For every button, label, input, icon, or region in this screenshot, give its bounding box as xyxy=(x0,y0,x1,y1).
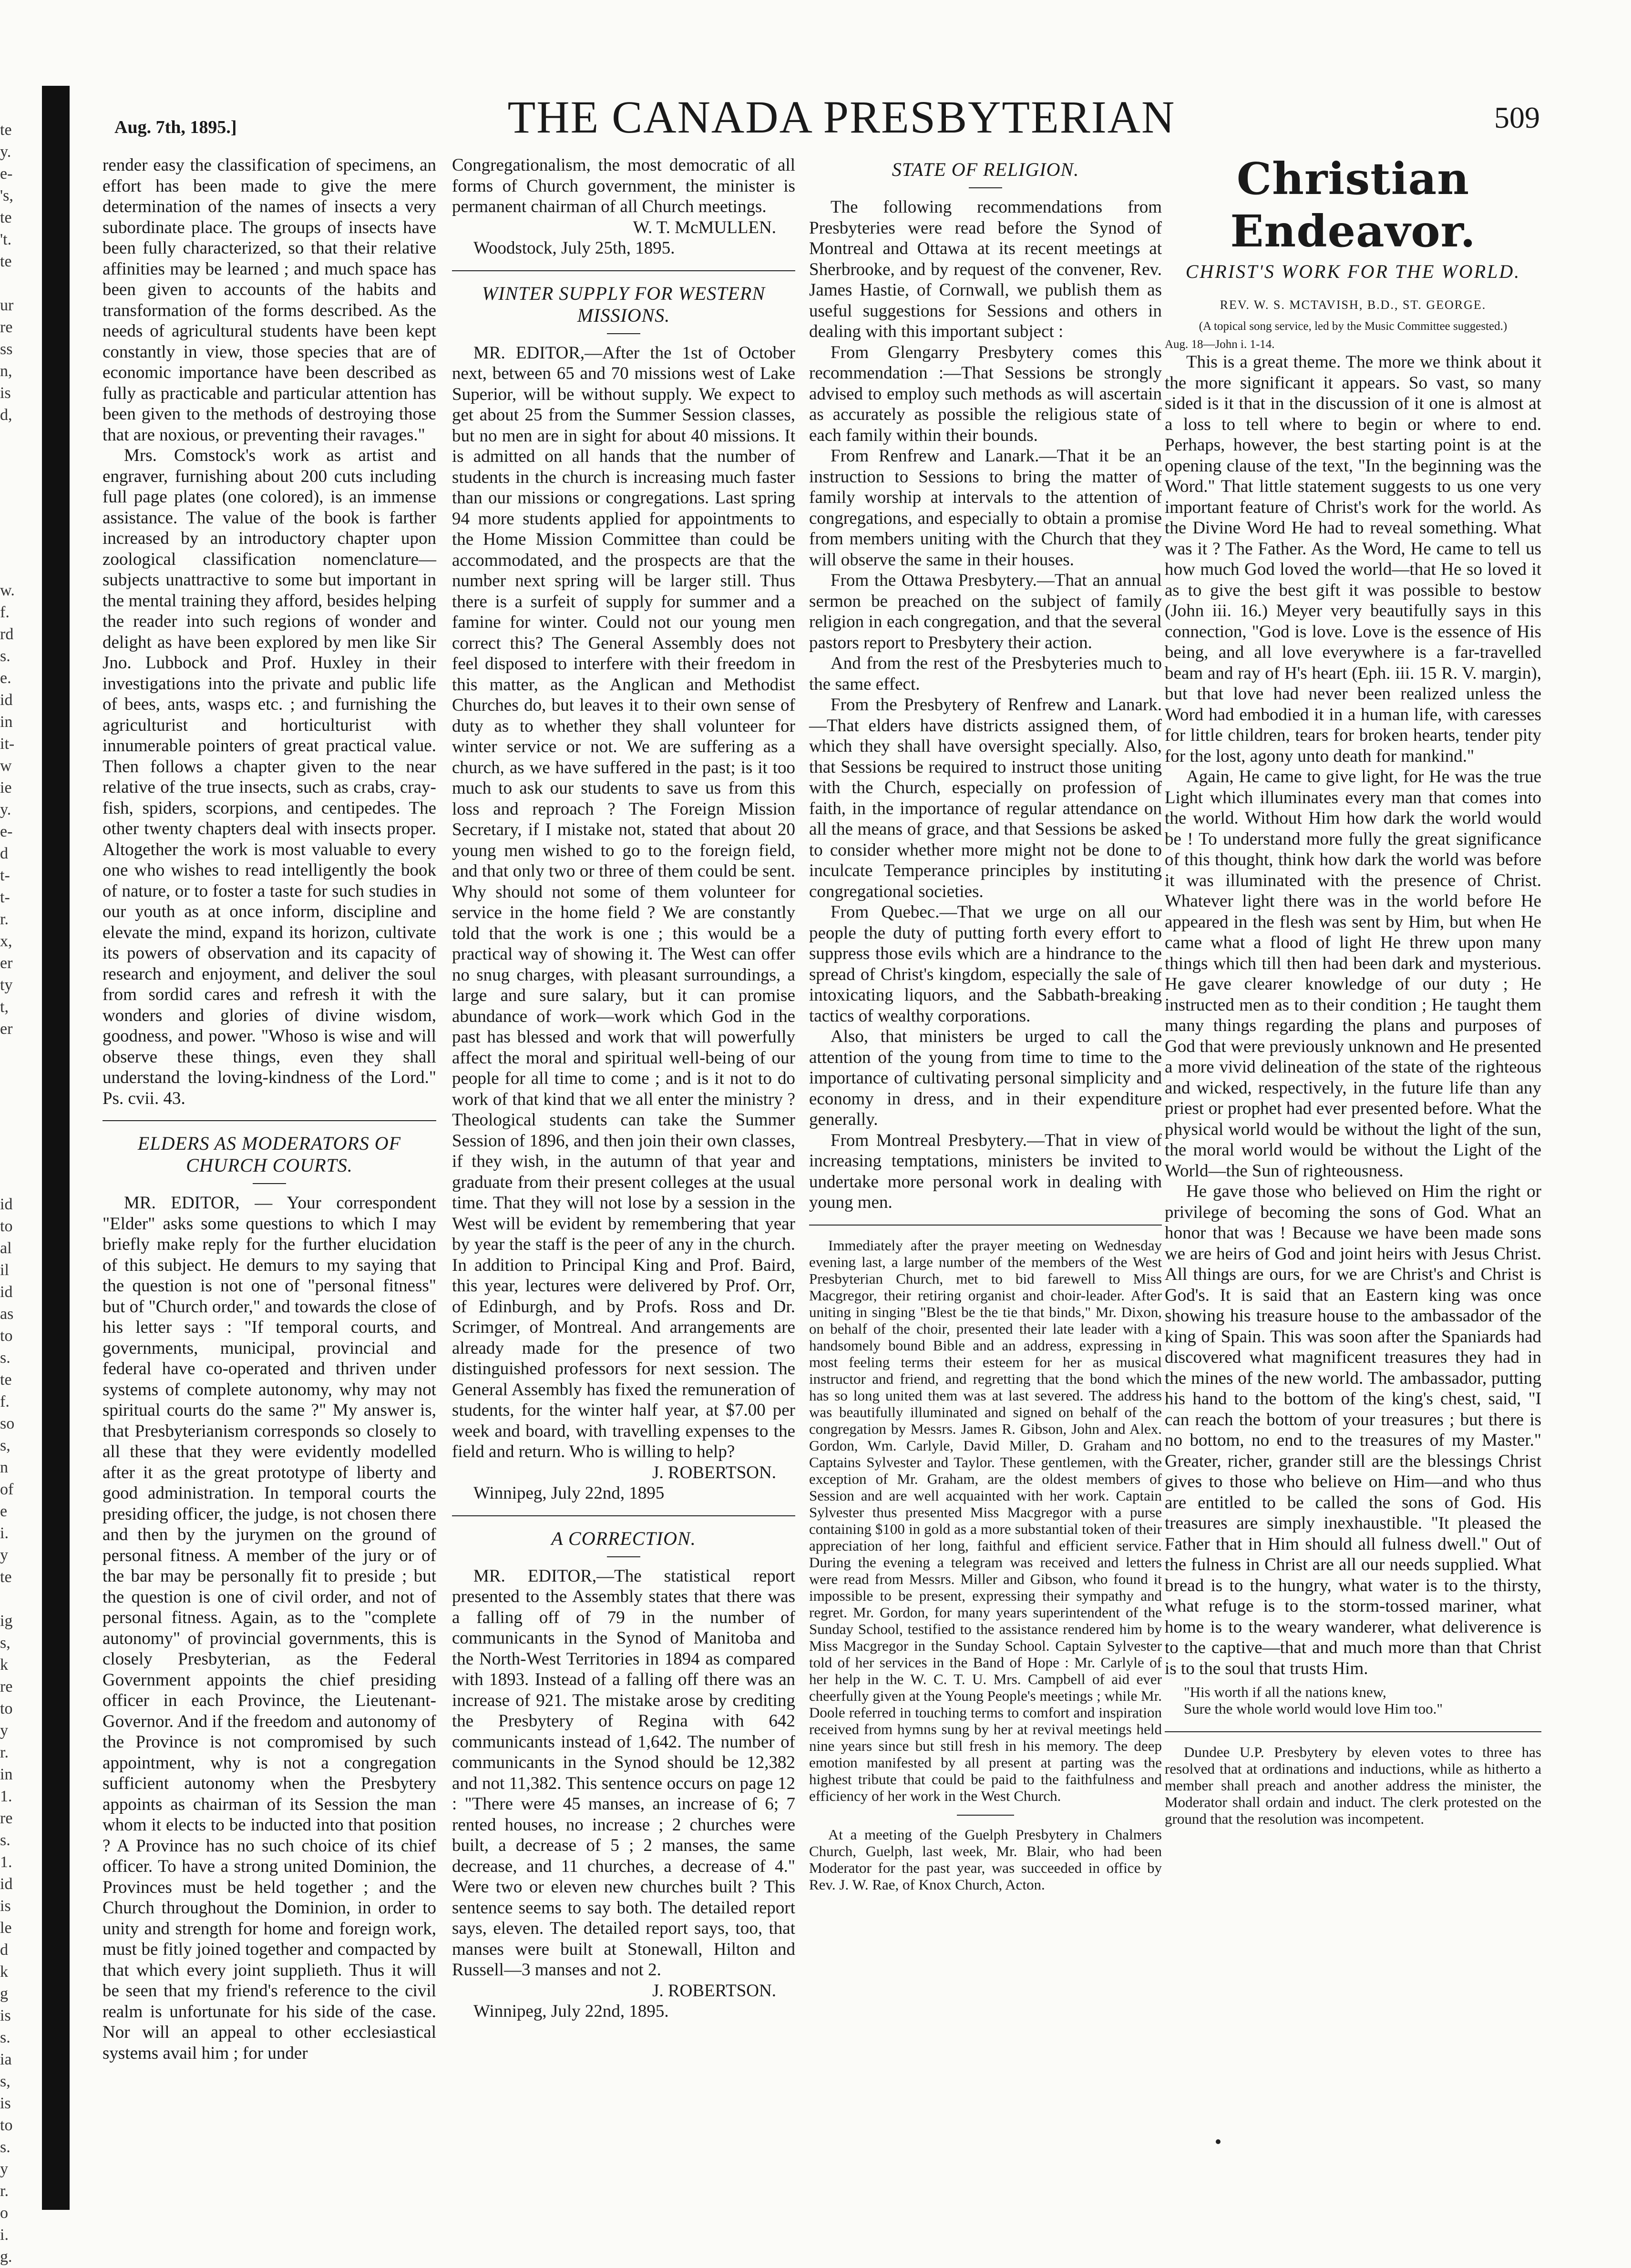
gutter-fragment: 1. xyxy=(0,1853,12,1871)
gutter-fragment: 1. xyxy=(0,1788,12,1805)
article-paragraph: From Glengarry Presbytery comes this recommendation :—That Sessions be strongly advised to employ such methods as will ascertain as accurately as possible the religious state of each family within their bounds. xyxy=(809,342,1162,445)
section-title-christian-endeavor: Christian Endeavor. xyxy=(1230,153,1476,257)
gutter-fragment: er xyxy=(0,954,13,972)
gutter-fragment: ur xyxy=(0,296,14,314)
gutter-fragment xyxy=(0,448,36,470)
gutter-fragment: of xyxy=(0,1481,14,1498)
article-title-correction: A CORRECTION. xyxy=(551,1527,696,1549)
gutter-fragment: s, xyxy=(0,1634,10,1652)
gutter-fragment: te xyxy=(0,1371,12,1389)
gutter-fragment: is xyxy=(0,2007,11,2024)
gutter-fragment: ig xyxy=(0,1612,13,1630)
section-divider xyxy=(452,1515,795,1516)
gutter-fragment xyxy=(0,1128,36,1150)
gutter-fragment: ss xyxy=(0,340,13,358)
gutter-fragment: rd xyxy=(0,625,14,643)
section-divider xyxy=(452,270,795,271)
service-note: (A topical song service, led by the Music Committee suggested.) xyxy=(1199,320,1508,333)
gutter-fragment: is xyxy=(0,2094,11,2112)
gutter-fragment: g. xyxy=(0,2248,12,2266)
gutter-fragment: r. xyxy=(0,2182,9,2200)
title-rule xyxy=(607,1556,640,1557)
gutter-fragment: te xyxy=(0,209,12,226)
gutter-fragment: te xyxy=(0,1568,12,1586)
gutter-fragment: k xyxy=(0,1656,8,1674)
gutter-fragment: in xyxy=(0,713,13,731)
gutter-fragment: s. xyxy=(0,1831,10,1849)
letter-signature: W. T. McMULLEN. xyxy=(633,217,776,237)
gutter-fragment: e- xyxy=(0,165,13,183)
gutter-fragment: le xyxy=(0,1919,12,1937)
gutter-fragment: y xyxy=(0,1546,8,1564)
article-paragraph: And from the rest of the Presbyteries much to the same effect. xyxy=(809,654,1162,694)
letter-dateline: Winnipeg, July 22nd, 1895. xyxy=(473,2002,669,2021)
article-paragraph: From the Ottawa Presbytery.—That an annual sermon be preached on the subject of family religion in each congregation, and that the several pastors report to Presbytery their action. xyxy=(809,571,1162,653)
column-4 xyxy=(1165,155,1541,1827)
gutter-fragment: to xyxy=(0,1700,13,1717)
gutter-fragment: f. xyxy=(0,603,10,621)
gutter-fragment: s, xyxy=(0,1437,10,1454)
gutter-fragment: n, xyxy=(0,362,12,380)
article-paragraph: MR. EDITOR,—After the 1st of October next, between 65 and 70 missions west of Lake Superior, will be without supply. We expect to get about 25 from the Summer Session classes, but no men are in sight for about 40 missions. It is admitted on all hands that the number of students in the church is increasing much faster than our missions or congregations. Last spring 94 more students applied for appointments to the Home Mission Committee than could be accommodated, and the prospects are that the number next spring will be larger still. Thus there is a surfeit of supply for summer and a famine for winter. Could not our young men correct this? The General Assembly does not feel disposed to interfere with their freedom in this matter, as the Anglican and Methodist Churches do, but leaves it to their own sense of duty as to whether they shall volunteer for winter service or not. We are suffering as a church, as we have suffered in the past; is it too much to ask our students to save us from this loss and reproach ? The Foreign Mission Secretary, if I mistake not, stated that about 20 young men wished to go to the foreign field, and that only two or three of them could be sent. Why should not some of them volunteer for service in the home field ? We are constantly told that the work is one ; this would be a practical way of showing it. The West can offer no snug charges, with pleasant surroundings, a large and sure salary, but it can promise abundance of work—work which God in the past has blessed and work that will powerfully affect the moral and spiritual well-being of our people for all time to come ; and is it not to do work of that kind that we all enter the ministry ? Theological students can take the Summer Session of 1896, and then join their own classes, if they wish, in the autumn of that year and graduate from their present colleges at the usual time. That they will not lose by a session in the West will be evident by remembering that year by year the staff is the peer of any in the church. In addition to Principal King and Prof. Baird, this year, lectures were delivered by Prof. Orr, of Edinburgh, and by Profs. Ross and Dr. Scrimger, of Montreal. And arrangements are already made for the presence of two distinguished professors for next session. The General Assembly has fixed the remuneration of students, for the winter half year, at $7.00 per week and board, with travelling expenses to the field and return. Who is willing to help? xyxy=(452,343,795,1461)
gutter-fragment: ie xyxy=(0,779,12,797)
verse-line: "His worth if all the nations knew, xyxy=(1184,1684,1386,1700)
article-title-state-of-religion: STATE OF RELIGION. xyxy=(892,159,1079,180)
gutter-fragment xyxy=(0,1150,36,1172)
gutter-fragment: y. xyxy=(0,801,11,818)
gutter-fragment: e. xyxy=(0,669,11,687)
letter-dateline: Woodstock, July 25th, 1895. xyxy=(473,238,675,258)
gutter-fragment: d xyxy=(0,1941,8,1959)
review-continued-paragraph: render easy the classification of specimens, an effort has been made to give the mere determination of the names of insects a very subordinate place. The groups of insects have been fully characterized, so that their relative affinities may be learned ; and much space has been given to accounts of the habits and transformation of the forms described. As the needs of agricultural students have been kept constantly in view, those species that are of economic importance have been described as fully as practicable and particular attention has been given to the methods of destroying those that are noxious, or preventing their ravages." xyxy=(103,155,436,445)
notice-guelph: At a meeting of the Guelph Presbytery in Chalmers Church, Guelph, last week, Mr. Blair, who had been Moderator for the past year, was succeeded in office by Rev. J. W. Rae, of Knox Church, Acton. xyxy=(809,1826,1162,1893)
gutter-fragment xyxy=(0,1040,36,1062)
gutter-fragment: s. xyxy=(0,2138,10,2156)
article-paragraph: Again, He came to give light, for He was the true Light which illuminates every man that comes into the world. Without Him how dark the world would be ! To understand more fully the great significance of this thought, think how dark the world was before it was illuminated with the presence of Christ. Whatever light there was in the world before He appeared in the flesh was sent by Him, but when He came what a flood of light He threw upon many things which till then had been dark and mysterious. He gave clearer knowledge of our duty ; He instructed men as to their condition ; He taught them many things regarding the plans and purposes of God that were previously unknown and He presented a more vivid delineation of the state of the righteous and wicked, respectively, in the future life than any priest or prophet had ever presented before. What the physical world would be without the light of the sun, the moral world would be without the Light of the World—the Sun of righteousness. xyxy=(1165,767,1541,1181)
gutter-fragment: ia xyxy=(0,2051,12,2068)
section-divider xyxy=(809,1225,1162,1226)
gutter-fragment: e xyxy=(0,1502,8,1520)
gutter-fragment xyxy=(0,1062,36,1084)
gutter-fragment: 's, xyxy=(0,187,13,204)
gutter-fragment: al xyxy=(0,1239,12,1257)
gutter-fragment: ty xyxy=(0,976,13,994)
gutter-fragment: s, xyxy=(0,2073,10,2090)
letter-signature: J. ROBERTSON. xyxy=(652,1981,776,2001)
gutter-fragment xyxy=(0,1172,36,1194)
article-paragraph: MR. EDITOR, — Your correspondent "Elder" asks some questions to which I may briefly make reply for the further elucidation of this subject. He demurs to my saying that the question is not one of "personal fitness" but of "Church order," and towards the close of his letter says : "If temporal courts, and governments, municipal, provincial and federal have co-operated and thriven under systems of complete autonomy, why may not spiritual courts do the same ?" My answer is, that Presbyterianism corresponds so closely to all these that they were evidently modelled after it as the great prototype of liberty and good administration. In temporal courts the presiding officer, the judge, is not chosen there and then by the jurymen on the ground of personal fitness. A member of the jury or of the bar may be personally fit to preside ; but the question is one of civil order, and not of personal fitness. Again, as to the "complete autonomy" of provincial governments, this is closely Presbyterian, as the Federal Government appoints the chief presiding officer in each Province, the Lieutenant-Governor. And if the freedom and autonomy of the Province is not compromised by such appointment, why is not a congregation sufficient autonomy when the Presbytery appoints as chairman of its Session the man whom it elects to be inducted into that position ? A Province has no such choice of its chief officer. To have a strong united Dominion, the Provinces must be held together ; and the Church throughout the Dominion, in order to unity and strength for home and foreign work, must be fitly joined together and compacted by that which every joint supplieth. Thus it will be seen that my friend's reference to the civil realm is unfortunate for his side of the case. Nor will an appeal to other ecclesiastical systems avail him ; for under xyxy=(103,1193,436,2063)
author-byline: REV. W. S. MCTAVISH, B.D., ST. GEORGE. xyxy=(1220,298,1487,312)
verse-line: Sure the whole world would love Him too." xyxy=(1184,1700,1443,1717)
gutter-fragment: d, xyxy=(0,406,12,424)
gutter-fragment xyxy=(0,273,36,295)
article-paragraph: From the Presbytery of Renfrew and Lanark.—That elders have districts assigned them, of which they shall have oversight specially. Also, that Sessions be required to instruct those uniting with the Church, especially on profession of faith, in the importance of regular attendance on all the means of grace, and that Sessions be asked to consider whether more might not be done to inculcate Temperance principles by instituting congregational societies. xyxy=(809,695,1162,901)
gutter-fragment: r. xyxy=(0,1744,9,1761)
title-rule xyxy=(607,333,640,334)
gutter-fragment: y. xyxy=(0,143,11,161)
notice-dundee: Dundee U.P. Presbytery by eleven votes to three has resolved that at ordinations and inductions, while as hitherto a member shall preach and another address the minister, the Moderator shall ordain and induct. The clerk protested on the ground that the resolution was incompetent. xyxy=(1165,1744,1541,1827)
section-divider xyxy=(1165,1731,1541,1732)
section-divider xyxy=(103,1120,436,1121)
article-paragraph: MR. EDITOR,—The statistical report presented to the Assembly states that there was a falling off of 79 in the number of communicants in the Synod of Manitoba and the North-West Territories in 1894 as compared with 1893. Instead of a falling off there was an increase of 921. The mistake arose by crediting the Presbytery of Regina with 642 communicants instead of 1,642. The number of communicants in the Synod should be 12,382 and not 11,382. This sentence occurs on page 12 : "There were 45 manses, an increase of 6; 7 rented houses, no increase ; 2 churches were built, a decrease of 5 ; 2 manses, the same decrease, and 11 churches, a decrease of 4." Were two or eleven new churches built ? This sentence seems to say both. The detailed report says, eleven. The detailed report says, too, that manses were built at Stonewall, Hilton and Russell—3 manses and not 2. xyxy=(452,1566,795,1980)
binding-edge xyxy=(42,86,70,2210)
gutter-fragment xyxy=(0,470,36,492)
issue-date: Aug. 7th, 1895.] xyxy=(114,117,237,137)
gutter-fragment: te xyxy=(0,121,12,139)
article-paragraph: This is a great theme. The more we think about it the more significant it appears. So vast, so many sided is it that in the discussion of it one is almost at a loss to tell where to begin or where to end. Perhaps, however, the best starting point is at the opening clause of the text, "In the beginning was the Word." That little statement suggests to us one very important feature of Christ's work for the world. As the Divine Word He had to reveal something. What was it ? The Father. As the Word, He came to tell us how much God loved the world—that He so loved it as to give the best gift it was possible to bestow (John iii. 16.) Meyer very beautifully says in this connection, "God is love. Love is the essence of His being, and all love everywhere is a far-travelled beam and ray of H's heart (Eph. iii. 15 R. V. margin), but that love had never been realized unless the Word had embodied it in a human life, with caresses for little children, tears for broken hearts, tender pity for the lost, agony unto death for mankind." xyxy=(1165,352,1541,766)
article-paragraph: He gave those who believed on Him the right or privilege of becoming the sons of God. What an honor that was ! Because we have been made sons we are heirs of God and joint heirs with Jesus Christ. All things are ours, for we are Christ's and Christ is God's. It is said that an Eastern king was once showing his treasure house to the ambassador of the king of Spain. This was soon after the Spaniards had discovered what magnificent treasures they had in the mines of the new world. The ambassador, putting his hand to the bottom of the king's chest, said, "I can reach the bottom of your treasures ; but there is no bottom, no end to the treasures of my Master." Greater, richer, grander still are the blessings Christ gives to those who believe on Him—and who thus are entitled to be called the sons of God. His treasures are simply inexhaustible. "It pleased the Father that in Him should all fulness dwell." Out of the fulness in Christ are all our needs supplied. What bread is to the hungry, what water is to the thirsty, what refuge is to the storm-tossed mariner, what home is to the weary wanderer, what deliverence is to the captive—that and much more than that Christ is to the soul that trusts Him. xyxy=(1165,1182,1541,1678)
gutter-fragment: re xyxy=(0,318,13,336)
gutter-fragment: o xyxy=(0,2204,8,2222)
scripture-reference: Aug. 18—John i. 1-14. xyxy=(1165,338,1275,351)
gutter-fragment: r. xyxy=(0,910,9,928)
gutter-fragment: k xyxy=(0,1963,8,1981)
gutter-fragment: x, xyxy=(0,932,12,950)
gutter-fragment: t- xyxy=(0,889,10,906)
letter-continued-paragraph: Congregationalism, the most democratic of all forms of Church government, the minister is permanent chairman of all Church meetings. xyxy=(452,155,795,216)
gutter-fragment: te xyxy=(0,253,12,270)
gutter-fragment xyxy=(0,536,36,558)
church-notices xyxy=(809,1237,1162,1893)
gutter-fragment xyxy=(0,1588,36,1610)
title-rule xyxy=(969,187,1002,188)
gutter-fragment: it- xyxy=(0,735,15,753)
gutter-fragment: w. xyxy=(0,582,15,599)
ink-dot xyxy=(1216,2139,1221,2144)
gutter-fragment: id xyxy=(0,691,13,709)
gutter-fragment: is xyxy=(0,1897,11,1915)
column-1 xyxy=(103,155,436,2064)
article-paragraph: Also, that ministers be urged to call the attention of the young from time to time to the importance of cultivating personal simplicity and economy in dress, and in their expenditure generally. xyxy=(809,1027,1162,1129)
gutter-fragment: s. xyxy=(0,2029,10,2046)
gutter-fragment xyxy=(0,514,36,536)
article-paragraph: From Montreal Presbytery.—That in view of increasing temptations, ministers be invited to undertake more personal work in dealing with young men. xyxy=(809,1130,1162,1212)
gutter-fragment: n xyxy=(0,1459,8,1476)
gutter-fragment xyxy=(0,558,36,580)
gutter-fragment: d xyxy=(0,845,8,862)
gutter-fragment: to xyxy=(0,1327,13,1345)
gutter-fragment: id xyxy=(0,1195,13,1213)
gutter-fragment: il xyxy=(0,1261,9,1279)
gutter-fragment: to xyxy=(0,1217,13,1235)
gutter-fragment: re xyxy=(0,1678,13,1696)
gutter-fragment: er xyxy=(0,1020,13,1038)
gutter-fragment: 't. xyxy=(0,231,12,248)
gutter-fragment xyxy=(0,492,36,514)
article-title-winter-supply: WINTER SUPPLY FOR WESTERN MISSIONS. xyxy=(482,282,766,326)
gutter-fragment: y xyxy=(0,2160,8,2178)
page-header xyxy=(95,72,1588,143)
gutter-fragment xyxy=(0,1106,36,1128)
review-continued-paragraph: Mrs. Comstock's work as artist and engraver, furnishing about 200 cuts including full page plates (one colored), is an immense assistance. The value of the book is farther increased by an introductory chapter upon zoological classification nomenclature—subjects unattractive to some but important in the mental training they afford, besides helping the reader into such regions of wonder and delight as have been explored by men like Sir Jno. Lubbock and Prof. Huxley in their investigations into the private and public life of bees, ants, wasps etc. ; and furnishing the agriculturist and horticulturist with innumerable pointers of great practical value. Then follows a chapter given to the near relative of the true insects, such as crabs, cray-fish, spiders, scorpions, and centipedes. The other twenty chapters deal with insects proper. Altogether the work is most valuable to every one who wishes to read intelligently the book of nature, or to foster a taste for such studies in our youth as at once inform, discipline and elevate the mind, expand its horizon, cultivate its powers of observation and its capacity of research and enjoyment, and deliver the soul from sordid cares and refresh it with the wonders and glories of divine wisdom, goodness, and power. "Whoso is wise and will observe these things, even they shall understand the loving-kindness of the Lord." Ps. cvii. 43. xyxy=(103,446,436,1108)
title-rule xyxy=(253,1183,286,1184)
gutter-fragment: t, xyxy=(0,998,9,1016)
gutter-fragment: e- xyxy=(0,823,13,840)
article-paragraph: From Renfrew and Lanark.—That it be an instruction to Sessions to bring the matter of family worship at intervals to the attention of congregations, and especially to obtain a promise from members uniting with the Church that they will observe the same in their houses. xyxy=(809,446,1162,570)
gutter-fragment: is xyxy=(0,384,11,402)
column-2 xyxy=(452,155,795,2022)
church-notices xyxy=(1165,1744,1541,1827)
gutter-fragment: as xyxy=(0,1305,14,1323)
newspaper-title: THE CANADA PRESBYTERIAN xyxy=(507,92,1176,143)
column-3 xyxy=(809,155,1162,1893)
letter-dateline: Winnipeg, July 22nd, 1895 xyxy=(473,1483,665,1503)
gutter-fragment: f. xyxy=(0,1393,10,1410)
letter-signature: J. ROBERTSON. xyxy=(652,1462,776,1482)
gutter-fragment: re xyxy=(0,1809,13,1827)
notice-farewell: Immediately after the prayer meeting on Wednesday evening last, a large number of the members of the West Presbyterian Church, met to bid farewell to Miss Macgregor, their retiring organist and choir-leader. After uniting in singing "Blest be the tie that binds," Mr. Dixon, on behalf of the choir, presented their late leader with a handsomely bound Bible and an address, expressing in most feeling terms their esteem for her as musical instructor and friend, and regretting that the bond which has so long united them was at last severed. The address was beautifully illuminated and signed on behalf of the congregation by Messrs. James R. Gibson, John and Alex. Gordon, Wm. Carlyle, David Miller, D. Graham and Captains Sylvester and Taylor. These gentlemen, with the exception of Mr. Graham, are the oldest members of Session and are well acquainted with her work. Captain Sylvester thus presented Miss Macgregor with a purse containing $100 in gold as a more substantial token of their appreciation of her long, faithful and efficient service. During the evening a telegram was received and letters were read from Messrs. Miller and Gibson, who found it impossible to be present, expressing their sympathy and regret. Mr. Gordon, for many years superintendent of the Sunday School, testified to the assistance rendered him by Miss Macgregor in the Sunday School. Captain Sylvester told of her services in the Band of Hope : Mr. Carlyle of her help in the W. C. T. U. Mrs. Campbell of aid ever cheerfully given at the Young People's meetings ; while Mr. Doole referred in touching terms to comfort and inspiration received from hymns sung by her at revival meetings held nine years since but still fresh in his memory. The deep emotion manifested by all present at parting was the highest tribute that could be paid to the faithfulness and efficiency of her work in the West Church. xyxy=(809,1236,1162,1804)
gutter-fragment: w xyxy=(0,757,12,775)
section-subtitle: CHRIST'S WORK FOR THE WORLD. xyxy=(1185,261,1521,282)
gutter-fragment: id xyxy=(0,1875,13,1893)
article-paragraph: From Quebec.—That we urge on all our people the duty of putting forth every effort to suppress those evils which are a hindrance to the spread of Christ's kingdom, especially the sale of intoxicating liquors, and the Sabbath-breaking tactics of wealthy corporations. xyxy=(809,902,1162,1026)
gutter-fragment: i. xyxy=(0,2226,9,2244)
gutter-fragment: s. xyxy=(0,647,10,665)
gutter-fragment: so xyxy=(0,1415,15,1432)
gutter-fragment: s. xyxy=(0,1349,10,1367)
gutter-fragment xyxy=(0,426,36,448)
adjacent-page-fragments xyxy=(0,119,36,2268)
gutter-fragment: y xyxy=(0,1722,8,1739)
gutter-fragment: in xyxy=(0,1766,13,1783)
article-paragraph: The following recommendations from Presbyteries were read before the Synod of Montreal and Ottawa at its recent meetings at Sherbrooke, and by request of the convener, Rev. James Hastie, of Cornwall, we publish them as useful suggestions for Sessions and others in dealing with this important subject : xyxy=(809,197,1162,341)
gutter-fragment: i. xyxy=(0,1524,9,1542)
gutter-fragment: g xyxy=(0,1985,8,2002)
gutter-fragment: t- xyxy=(0,867,10,884)
gutter-fragment: to xyxy=(0,2116,13,2134)
notice-rule xyxy=(957,1815,1014,1816)
page-number: 509 xyxy=(1494,101,1540,134)
article-title-elders: ELDERS AS MODERATORS OF CHURCH COURTS. xyxy=(137,1133,401,1176)
gutter-fragment xyxy=(0,1084,36,1106)
hymn-verse xyxy=(1184,1684,1541,1717)
gutter-fragment: id xyxy=(0,1283,13,1301)
